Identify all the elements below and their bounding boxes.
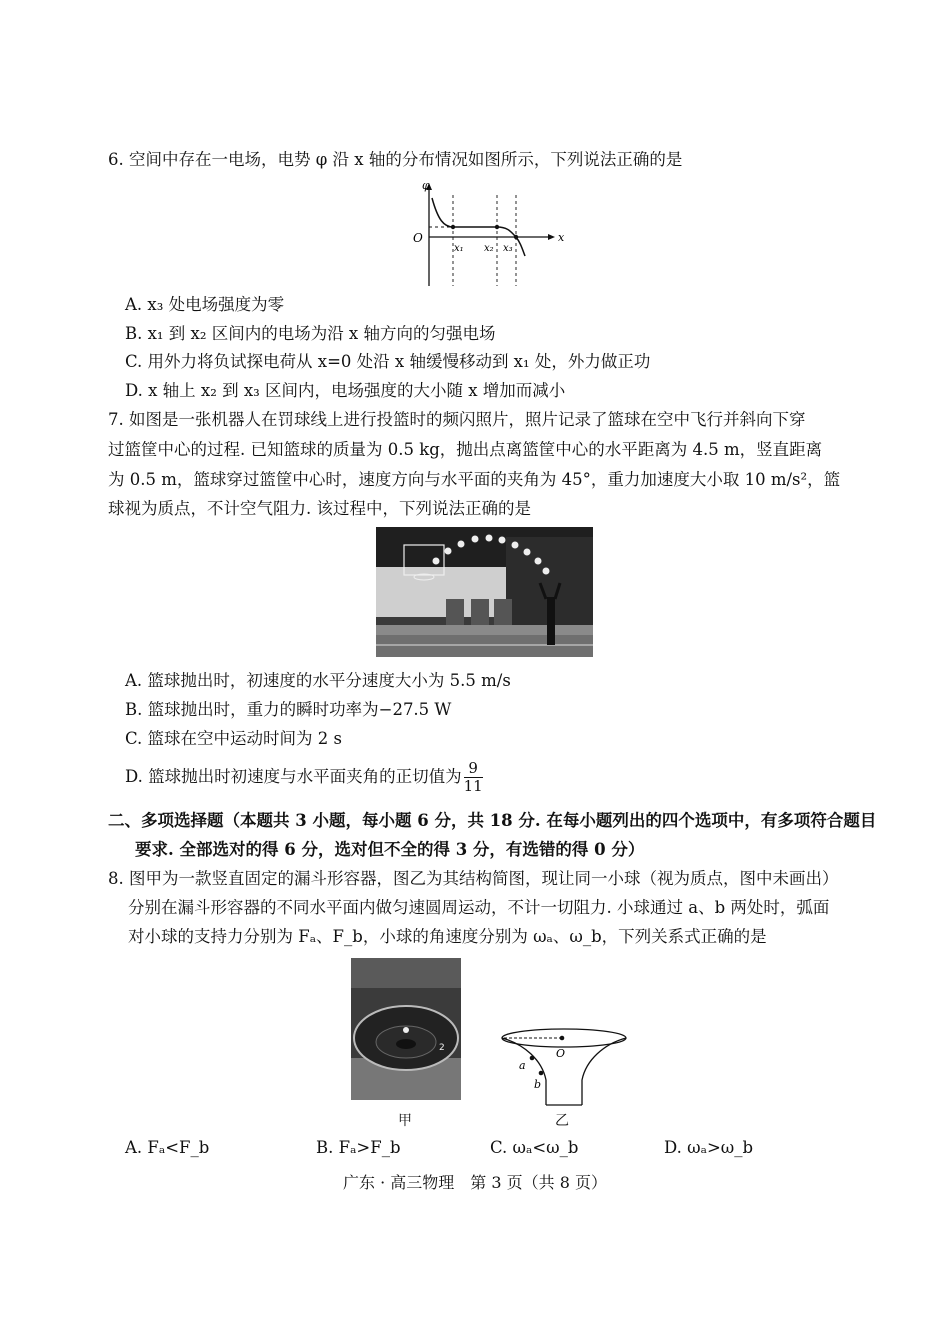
q6-graph-x2-label: x₂: [484, 243, 494, 254]
q6-option-b: B. x₁ 到 x₂ 区间内的电场为沿 x 轴方向的匀强电场: [125, 324, 496, 343]
q7-stem-line-4: 球视为质点，不计空气阻力. 该过程中，下列说法正确的是: [108, 499, 531, 518]
q6-option-c: C. 用外力将负试探电荷从 x=0 处沿 x 轴缓慢移动到 x₁ 处，外力做正功: [125, 352, 651, 371]
q7-basketball-photo: [376, 527, 593, 657]
section2-heading-line-1: 二、多项选择题（本题共 3 小题，每小题 6 分，共 18 分. 在每小题列出的四个选项中，有多项符合题目: [108, 811, 877, 830]
q8-label-b: b: [534, 1078, 542, 1091]
q7-option-d: [125, 760, 483, 795]
q7-option-b: B. 篮球抛出时，重力的瞬时功率为−27.5 W: [125, 700, 452, 719]
q8-option-b: B. Fₐ>F_b: [316, 1138, 401, 1157]
q8-option-d: D. ωₐ>ω_b: [664, 1138, 754, 1157]
q6-graph-x1-label: x₁: [454, 243, 464, 254]
q6-option-a: A. x₃ 处电场强度为零: [125, 295, 285, 314]
q7-stem-line-1: 7. 如图是一张机器人在罚球线上进行投篮时的频闪照片，照片记录了篮球在空中飞行并斜向下穿: [108, 410, 806, 429]
q6-stem: 6. 空间中存在一电场，电势 φ 沿 x 轴的分布情况如图所示，下列说法正确的是: [108, 150, 683, 169]
q8-stem-line-2: 分别在漏斗形容器的不同水平面内做匀速圆周运动，不计一切阻力. 小球通过 a、b 两处时，弧面: [128, 898, 830, 917]
q8-option-c: C. ωₐ<ω_b: [490, 1138, 579, 1157]
q8-funnel-photo-jia: [351, 958, 461, 1100]
q8-funnel-diagram-yi: [494, 1022, 634, 1122]
q6-graph-origin-label: O: [413, 231, 423, 245]
q6-graph-x3-label: x₃: [503, 243, 513, 254]
q7-option-d-fraction: [464, 760, 483, 795]
q8-stem-line-3: 对小球的支持力分别为 Fₐ、F_b，小球的角速度分别为 ωₐ、ω_b，下列关系式正确的是: [128, 927, 767, 946]
q7-option-d-numerator: 9: [464, 760, 483, 778]
q7-stem-line-3: 为 0.5 m，篮球穿过篮筐中心时，速度方向与水平面的夹角为 45°，重力加速度大小取 10 m/s²，篮: [108, 470, 841, 489]
q8-label-a: a: [519, 1059, 526, 1072]
q7-option-d-denominator: 11: [463, 777, 483, 795]
q8-option-a: A. Fₐ<F_b: [125, 1138, 210, 1157]
q8-label-O: O: [556, 1047, 566, 1060]
q6-graph-x-label: x: [558, 231, 565, 244]
q8-label-yi: 乙: [555, 1113, 569, 1129]
q6-graph-y-label: φ: [422, 180, 430, 192]
q7-option-d-text: D. 篮球抛出时初速度与水平面夹角的正切值为: [125, 767, 462, 786]
section2-heading-line-2: 要求. 全部选对的得 6 分，选对但不全的得 3 分，有选错的得 0 分）: [135, 840, 645, 859]
q7-stem-line-2: 过篮筐中心的过程. 已知篮球的质量为 0.5 kg，抛出点离篮筐中心的水平距离为 4.5 m，竖直距离: [108, 440, 823, 459]
q6-potential-graph: [408, 180, 568, 290]
q8-photo-mark: 2: [439, 1043, 445, 1053]
q8-stem-line-1: 8. 图甲为一款竖直固定的漏斗形容器，图乙为其结构简图，现让同一小球（视为质点，图中未画出）: [108, 869, 839, 888]
q6-option-d: D. x 轴上 x₂ 到 x₃ 区间内，电场强度的大小随 x 增加而减小: [125, 381, 566, 400]
page-footer: 广东 · 高三物理 第 3 页（共 8 页）: [343, 1173, 607, 1192]
q7-option-c: C. 篮球在空中运动时间为 2 s: [125, 729, 342, 748]
q8-label-jia: 甲: [398, 1113, 412, 1129]
q7-option-a: A. 篮球抛出时，初速度的水平分速度大小为 5.5 m/s: [125, 671, 511, 690]
